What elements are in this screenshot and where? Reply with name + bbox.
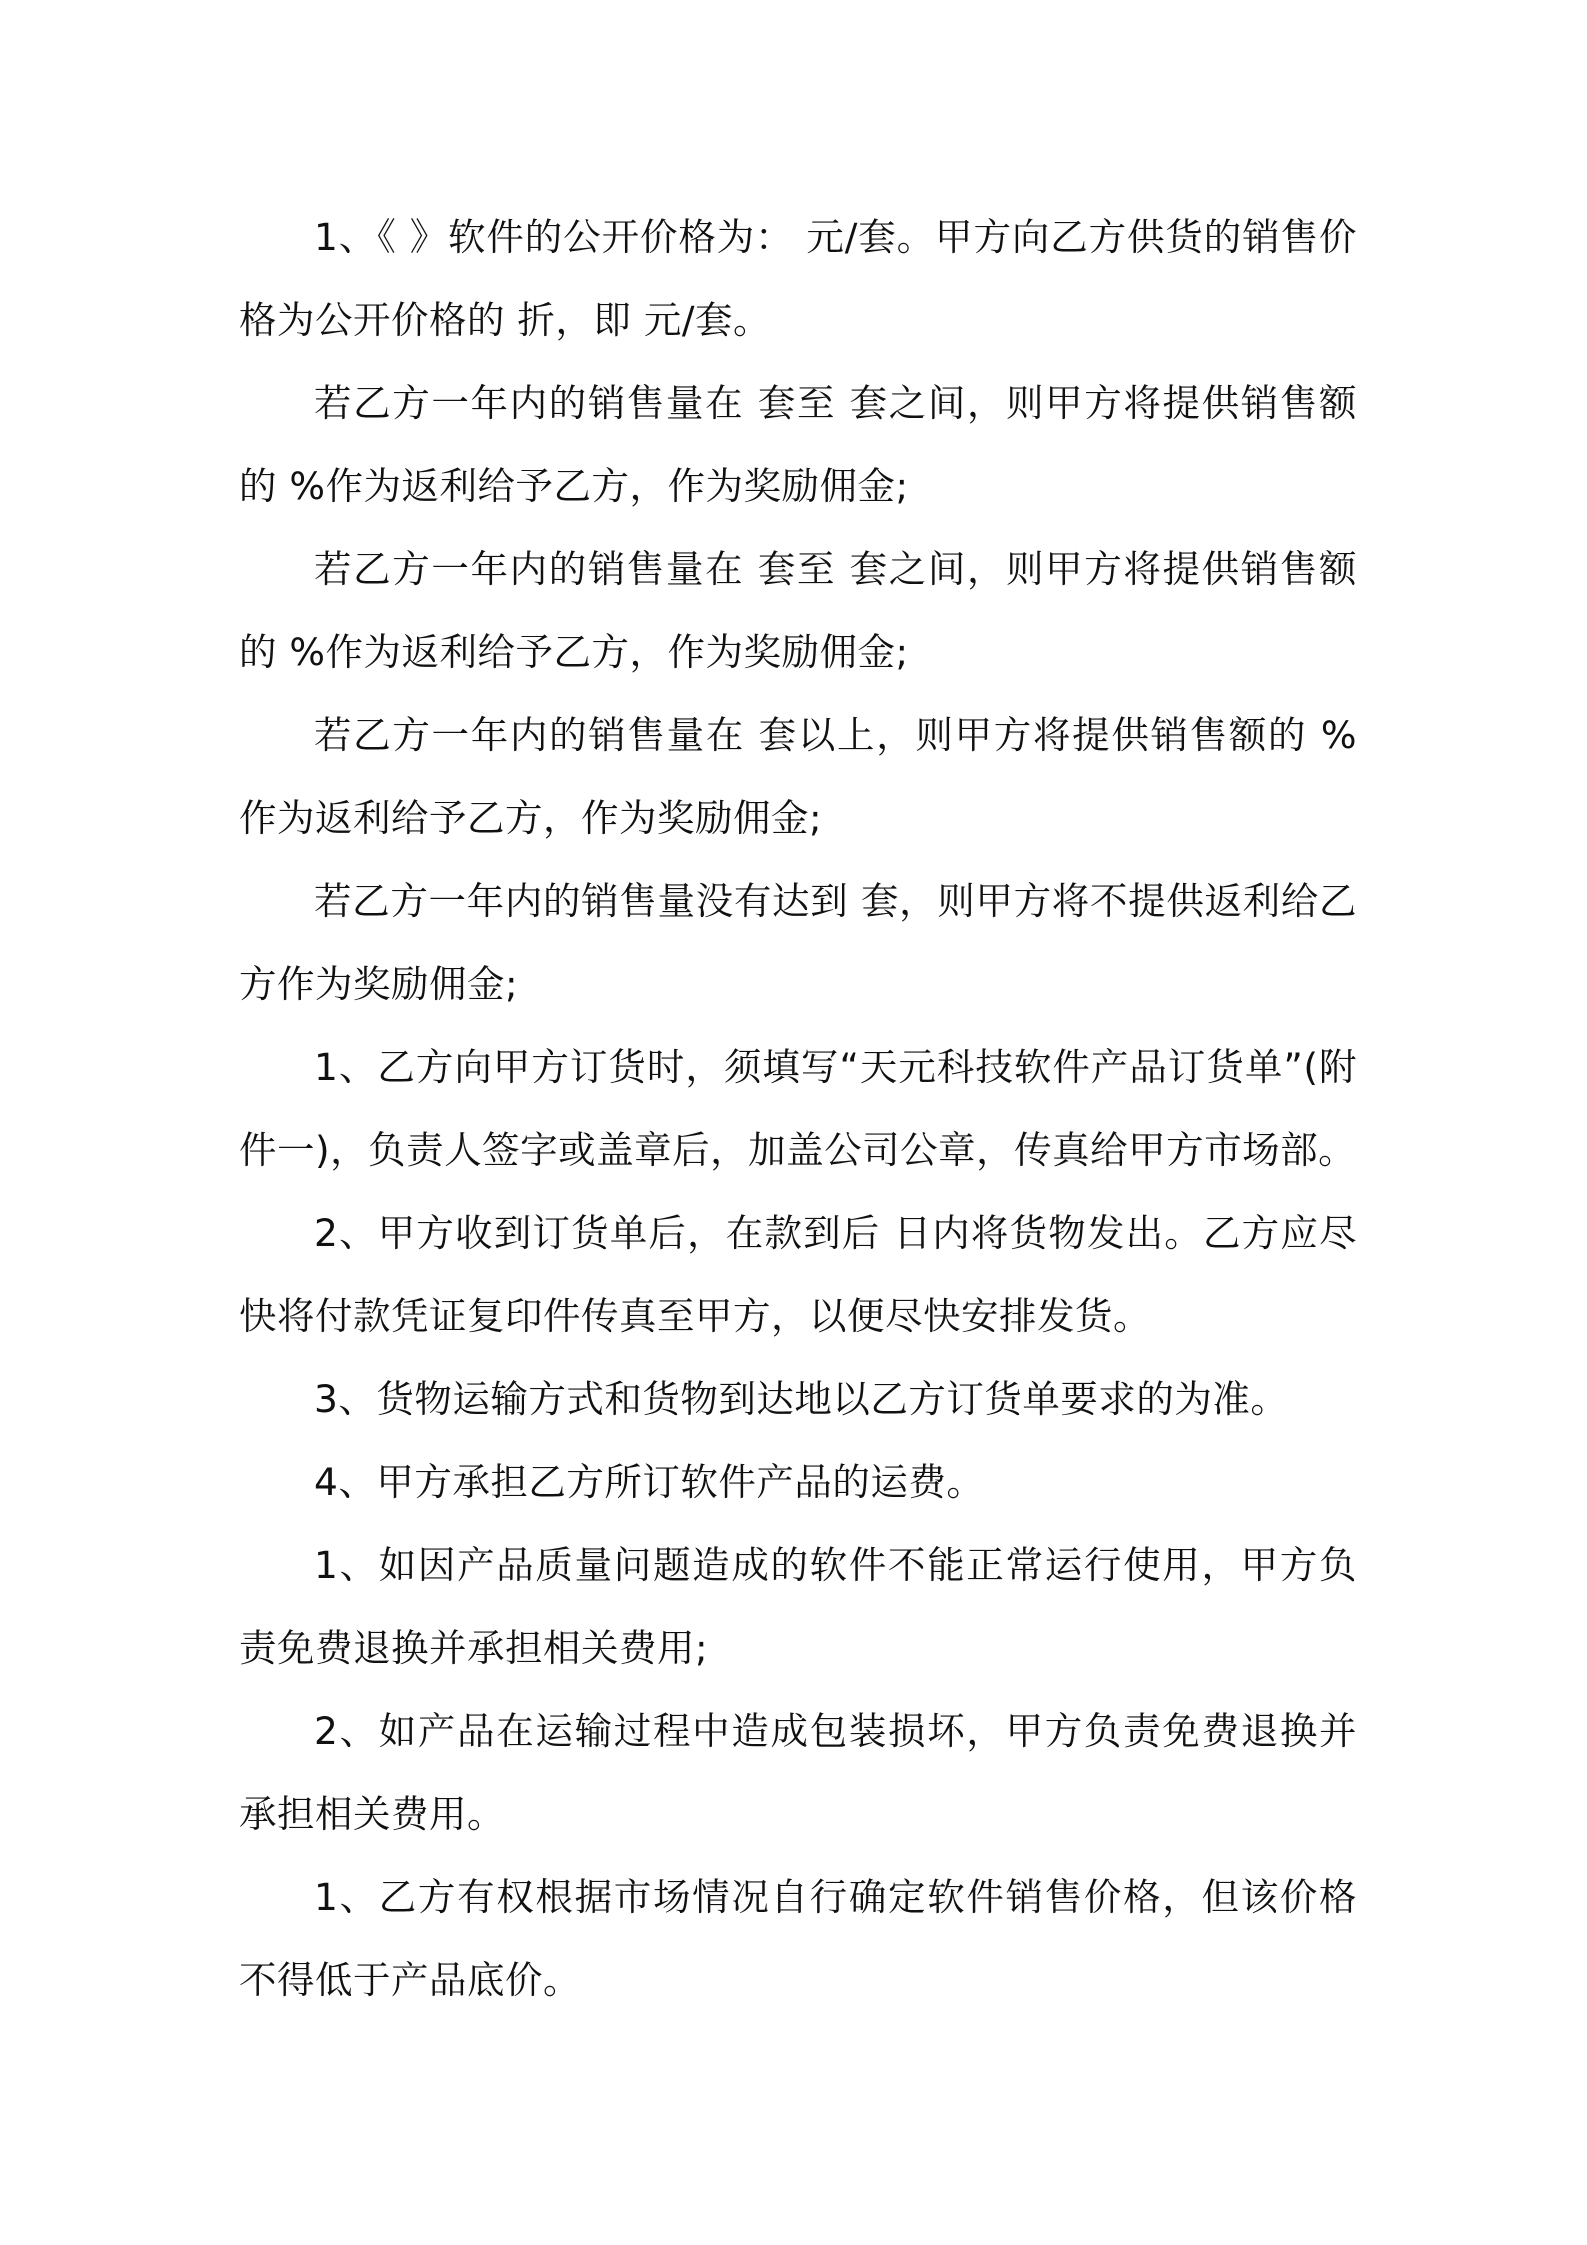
paragraph-rebate-tier-2: 若乙方一年内的销售量在 套至 套之间，则甲方将提供销售额的 %作为返利给予乙方，作为奖励佣金; xyxy=(239,547,1357,674)
document-body xyxy=(239,196,1357,2022)
paragraph-quality-returns: 1、如因产品质量问题造成的软件不能正常运行使用，甲方负责免费退换并承担相关费用; xyxy=(239,1543,1357,1670)
paragraph-shipping-time: 2、甲方收到订货单后，在款到后 日内将货物发出。乙方应尽快将付款凭证复印件传真至甲方，以便尽快安排发货。 xyxy=(239,1211,1357,1338)
paragraph-shipping-method: 3、货物运输方式和货物到达地以乙方订货单要求的为准。 xyxy=(314,1377,1289,1421)
paragraph-price: 1、《 》软件的公开价格为： 元/套。甲方向乙方供货的销售价格为公开价格的 折，即 元/套。 xyxy=(239,215,1357,342)
paragraph-no-rebate: 若乙方一年内的销售量没有达到 套，则甲方将不提供返利给乙方作为奖励佣金; xyxy=(239,879,1357,1006)
paragraph-freight-cost: 4、甲方承担乙方所订软件产品的运费。 xyxy=(314,1460,985,1504)
paragraph-damage-returns: 2、如产品在运输过程中造成包装损坏，甲方负责免费退换并承担相关费用。 xyxy=(239,1709,1357,1836)
paragraph-order-form: 1、乙方向甲方订货时，须填写“天元科技软件产品订货单”(附件一)，负责人签字或盖章后，加盖公司公章，传真给甲方市场部。 xyxy=(239,1045,1357,1172)
paragraph-rebate-tier-3: 若乙方一年内的销售量在 套以上，则甲方将提供销售额的 %作为返利给予乙方，作为奖励佣金; xyxy=(239,713,1357,840)
paragraph-pricing-rights: 1、乙方有权根据市场情况自行确定软件销售价格，但该价格不得低于产品底价。 xyxy=(239,1875,1357,2002)
paragraph-rebate-tier-1: 若乙方一年内的销售量在 套至 套之间，则甲方将提供销售额的 %作为返利给予乙方，作为奖励佣金; xyxy=(239,381,1357,508)
